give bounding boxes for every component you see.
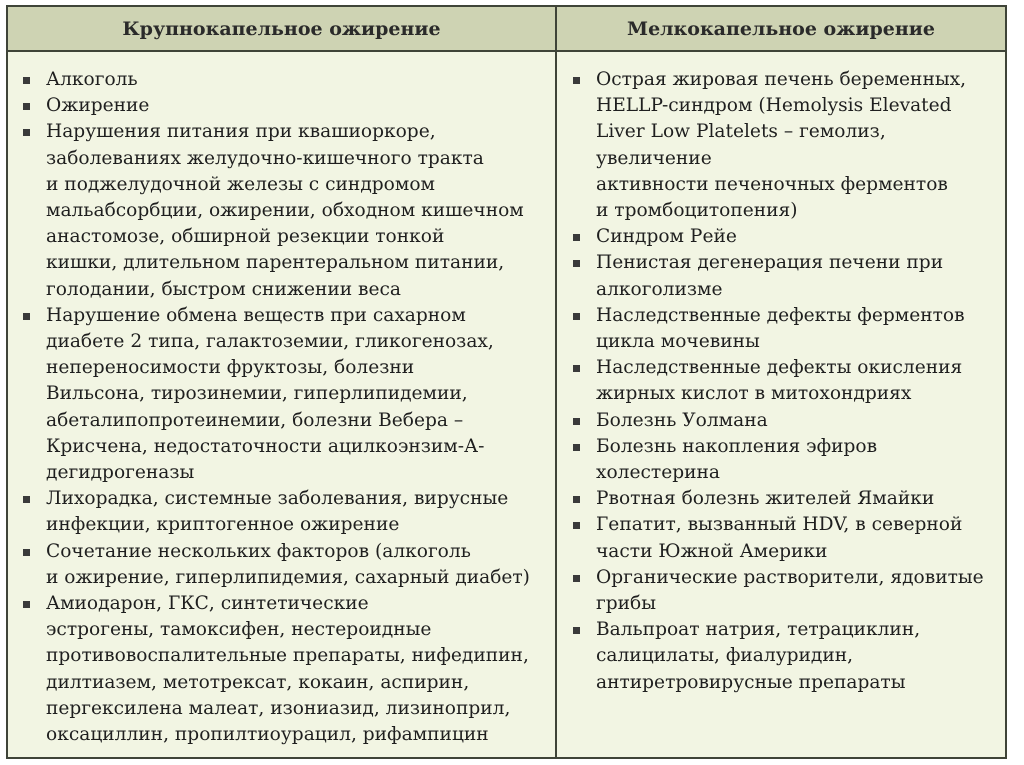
square-bullet-icon — [573, 444, 580, 451]
header-macrovesicular: Крупнокапельное ожирение — [122, 18, 441, 40]
list-item-text: Болезнь Уолмана — [596, 409, 768, 431]
header-microvesicular: Мелкокапельное ожирение — [627, 18, 935, 40]
list-item — [568, 486, 998, 512]
square-bullet-icon — [573, 260, 580, 267]
square-bullet-icon — [573, 234, 580, 241]
list-item — [18, 67, 546, 93]
list-item-text: Гепатит, вызванный HDV, в северной части Южной Америки — [596, 514, 963, 562]
list-item — [568, 224, 998, 250]
column-divider — [555, 7, 557, 757]
list-item-text: Рвотная болезнь жителей Ямайки — [596, 488, 935, 510]
microvesicular-causes-list — [568, 67, 998, 696]
list-item — [568, 250, 998, 302]
list-item-text: Острая жировая печень беременных, HELLP-синдром (Hemolysis Elevated Liver Low Platelets – гемолиз, увеличение активности печеночных ферментов и тромбоцитопения) — [596, 69, 967, 222]
list-item-text: Пенистая дегенерация печени при алкоголизме — [596, 252, 944, 300]
square-bullet-icon — [23, 313, 30, 320]
list-item — [568, 617, 998, 696]
list-item — [18, 119, 546, 302]
square-bullet-icon — [573, 418, 580, 425]
list-item — [568, 565, 998, 617]
list-item-text: Алкоголь — [46, 69, 138, 90]
list-item-text: Вальпроат натрия, тетрациклин, салицилаты, фиалуридин, антиретровирусные препараты — [596, 619, 921, 693]
list-item — [568, 434, 998, 486]
macrovesicular-causes-column — [18, 67, 546, 748]
list-item-text: Наследственные дефекты ферментов цикла мочевины — [596, 304, 965, 353]
list-item-text: Сочетание нескольких факторов (алкоголь и ожирение, гиперлипидемия, сахарный диабет) — [46, 540, 530, 588]
macrovesicular-causes-list — [18, 67, 546, 748]
list-item — [568, 355, 998, 407]
square-bullet-icon — [573, 496, 580, 503]
square-bullet-icon — [23, 496, 30, 503]
list-item — [568, 408, 998, 434]
square-bullet-icon — [573, 365, 580, 372]
list-item-text: Амиодарон, ГКС, синтетические эстрогены, тамоксифен, нестероидные противовоспалительные препараты, нифедипин, дилтиазем, метотрексат, кокаин, аспирин, пергексилена малеат, изониазид, лизиноприл, оксациллин, пропилтиоурацил, рифампицин — [46, 593, 529, 746]
list-item — [568, 67, 998, 224]
list-item — [18, 303, 546, 486]
list-item — [568, 303, 998, 355]
etiology-table — [6, 5, 1007, 759]
table-header — [8, 7, 1005, 52]
square-bullet-icon — [573, 522, 580, 529]
list-item-text: Нарушения питания при квашиоркоре, заболеваниях желудочно-кишечного тракта и поджелудочной железы с синдромом мальабсорбции, ожирении, обходном кишечном анастомозе, обширной резекции тонкой кишки, длительном парентеральном питании, голодании, быстром снижении веса — [46, 121, 524, 300]
square-bullet-icon — [573, 627, 580, 634]
list-item-text: Органические растворители, ядовитые грибы — [596, 566, 984, 615]
list-item-text: Нарушение обмена веществ при сахарном диабете 2 типа, галактоземии, гликогенозах, непереносимости фруктозы, болезни Вильсона, тирозинемии, гиперлипидемии, абеталипопротеинемии, болезни Вебера – Крисчена, недостаточности ацилкоэнзим-А- дегидрогеназы — [46, 304, 494, 484]
list-item — [568, 512, 998, 564]
list-item — [18, 93, 546, 119]
square-bullet-icon — [23, 549, 30, 556]
square-bullet-icon — [23, 77, 30, 84]
list-item-text: Наследственные дефекты окисления жирных кислот в митохондриях — [596, 357, 963, 405]
square-bullet-icon — [23, 129, 30, 136]
list-item — [18, 486, 546, 538]
list-item — [18, 539, 546, 591]
microvesicular-causes-column — [568, 67, 998, 696]
square-bullet-icon — [573, 575, 580, 582]
square-bullet-icon — [573, 77, 580, 84]
square-bullet-icon — [23, 103, 30, 110]
square-bullet-icon — [573, 313, 580, 320]
square-bullet-icon — [23, 601, 30, 608]
list-item-text: Болезнь накопления эфиров холестерина — [596, 435, 878, 484]
list-item-text: Ожирение — [46, 95, 150, 117]
list-item-text: Лихорадка, системные заболевания, вирусные инфекции, криптогенное ожирение — [46, 488, 509, 536]
list-item-text: Синдром Рейе — [596, 226, 737, 248]
list-item — [18, 591, 546, 748]
